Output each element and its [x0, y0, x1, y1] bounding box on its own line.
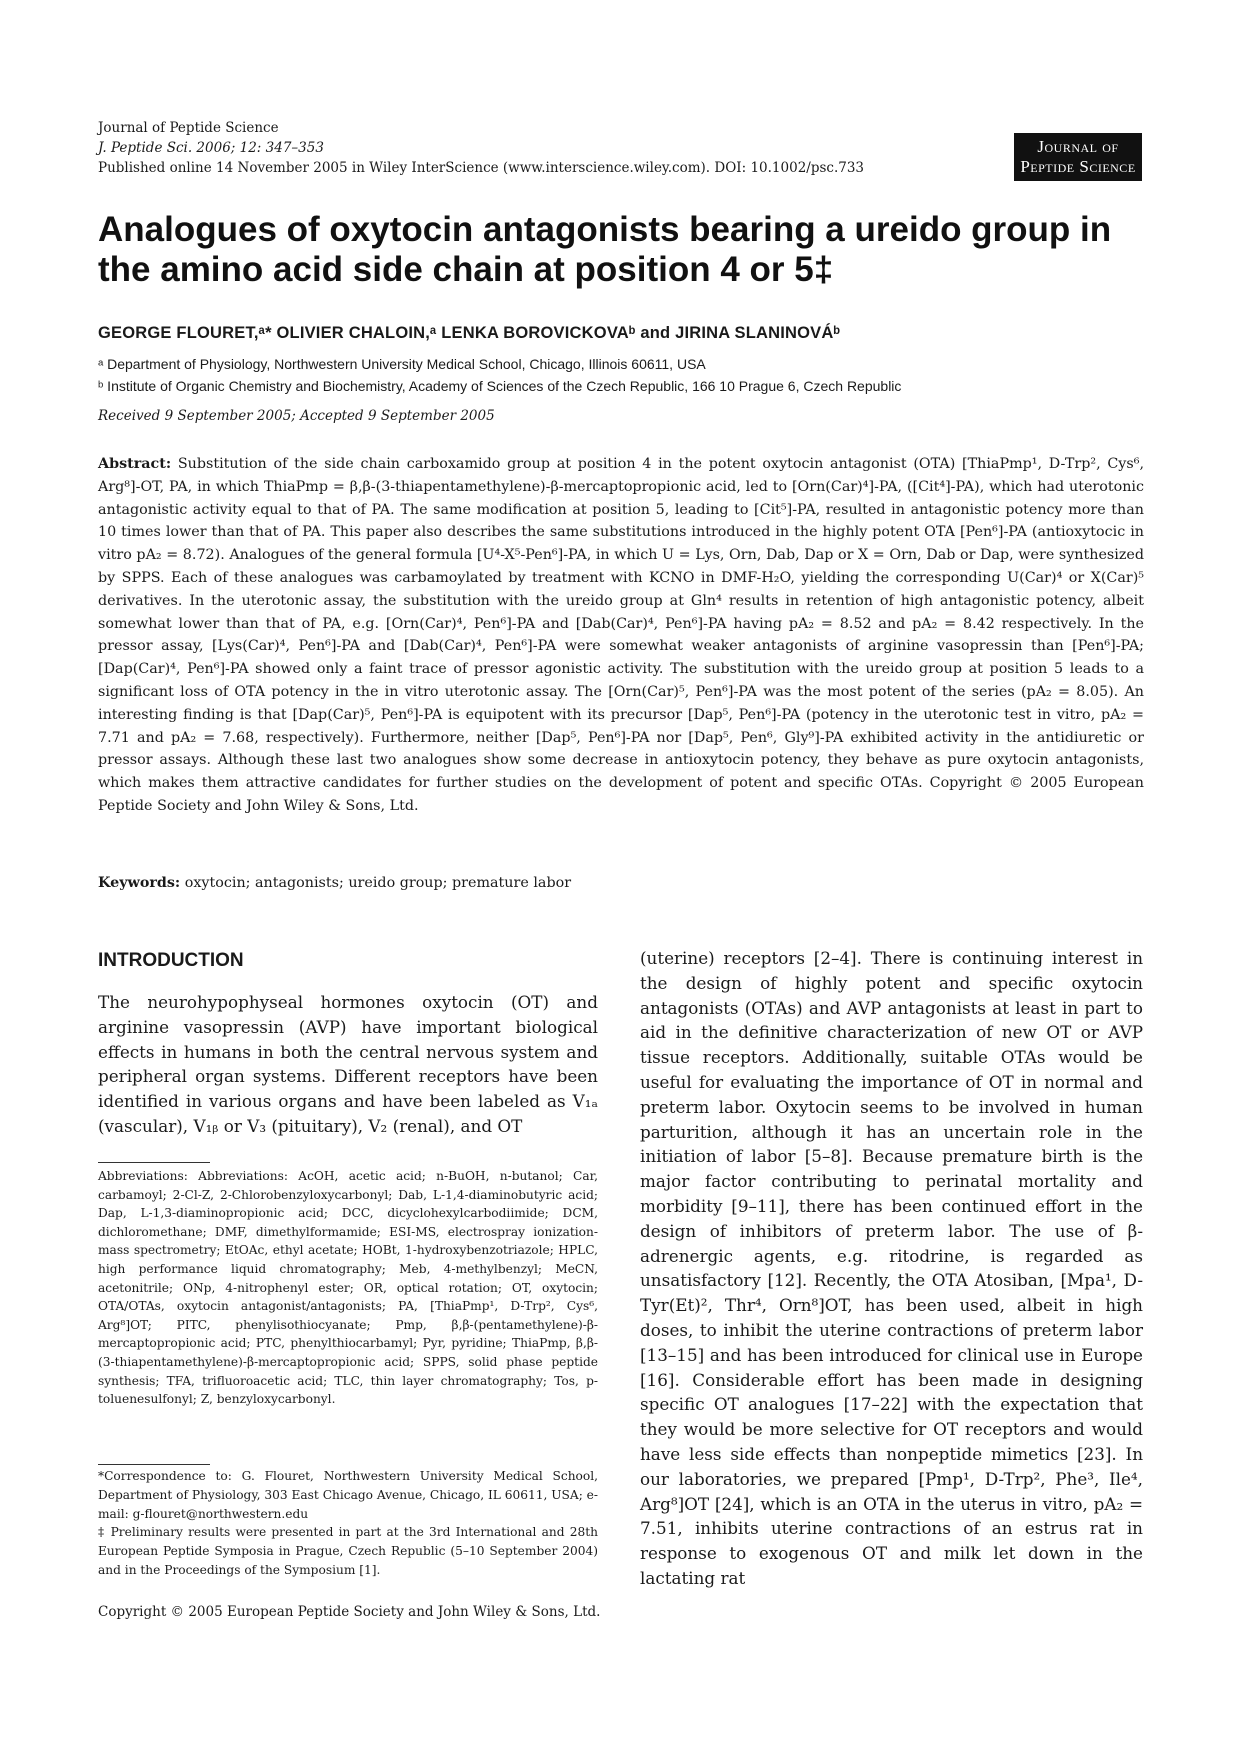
publication-info: Published online 14 November 2005 in Wiley InterScience (www.interscience.wiley.com). DOI: 10.1002/psc.733: [98, 160, 865, 176]
intro-left-column: The neurohypophyseal hormones oxytocin (OT) and arginine vasopressin (AVP) have important biological effects in humans in both the central nervous system and peripheral organ systems. Different receptors have been identified in various organs and have been labeled as V₁ₐ (vascular), V₁ᵦ or V₃ (pituitary), V₂ (renal), and OT: [98, 992, 598, 1136]
logo-line-2: Peptide Science: [1020, 157, 1136, 176]
journal-citation: J. Peptide Sci. 2006; 12: 347–353: [98, 140, 324, 156]
paper-title: Analogues of oxytocin antagonists bearing a ureido group in the amino acid side chain at position 4 or 5‡: [98, 210, 1112, 289]
preliminary-note: ‡ Preliminary results were presented in part at the 3rd International and 28th European Peptide Symposia in Prague, Czech Republic (5–10 September 2004) and in the Proceedings of the Symposium [1].: [98, 1525, 598, 1577]
footnote-divider-2: [98, 1464, 210, 1465]
keywords-label: Keywords:: [98, 875, 181, 891]
journal-header: [98, 118, 864, 178]
intro-right-column: (uterine) receptors [2–4]. There is continuing interest in the design of highly potent and specific oxytocin antagonists (OTAs) and AVP antagonists at least in part to aid in the definitive characterization of new OT or AVP tissue receptors. Additionally, suitable OTAs would be useful for evaluating the importance of OT in normal and preterm labor. Oxytocin seems to be involved in human parturition, although it has an uncertain role in the initiation of labor [5–8]. Because premature birth is the major factor contributing to perinatal mortality and morbidity [9–11], there has been continued effort in the design of inhibitors of preterm labor. The use of β-adrenergic agents, e.g. ritodrine, is regarded as unsatisfactory [12]. Recently, the OTA Atosiban, [Mpa¹, D-Tyr(Et)², Thr⁴, Orn⁸]OT, has been used, albeit in high doses, to inhibit the uterine contractions of preterm labor [13–15] and has been introduced for clinical use in Europe [16]. Considerable effort has been made in designing specific OT analogues [17–22] with the expectation that they would be more selective for OT receptors and would have less side effects than nonpeptide mimetics [23]. In our laboratories, we prepared [Pmp¹, D-Trp², Phe³, Ile⁴, Arg⁸]OT [24], which is an OTA in the uterus in vitro, pA₂ = 7.51, inhibits uterine contractions of an estrus rat in response to exogenous OT and milk let down in the lactating rat: [640, 948, 1143, 1588]
journal-logo: [1014, 133, 1142, 181]
logo-line-1: Journal of: [1037, 137, 1119, 156]
affiliation-b: ᵇ Institute of Organic Chemistry and Biochemistry, Academy of Sciences of the Czech Republic, 166 10 Prague 6, Czech Republic: [98, 378, 902, 394]
correspondence-block: [98, 1467, 598, 1580]
author-list: GEORGE FLOURET,ᵃ* OLIVIER CHALOIN,ᵃ LENKA BOROVICKOVAᵇ and JIRINA SLANINOVÁᵇ: [98, 324, 841, 342]
received-dates: Received 9 September 2005; Accepted 9 September 2005: [98, 408, 495, 424]
keywords: [98, 875, 571, 891]
correspondence-note: *Correspondence to: G. Flouret, Northwestern University Medical School, Department of Physiology, 303 East Chicago Avenue, Chicago, IL 60611, USA; e-mail: g-flouret@northwestern.edu: [98, 1469, 599, 1521]
copyright-footer: Copyright © 2005 European Peptide Society and John Wiley & Sons, Ltd.: [98, 1604, 601, 1620]
keywords-text: oxytocin; antagonists; ureido group; premature labor: [184, 875, 572, 891]
abstract-label: Abstract:: [98, 456, 172, 472]
abbreviations-footnote: Abbreviations: Abbreviations: AcOH, acetic acid; n-BuOH, n-butanol; Car, carbamoyl; 2-Cl-Z, 2-Chlorobenzyloxycarbonyl; Dab, L-1,4-diaminobutyric acid; Dap, L-1,3-diaminopropionic acid; DCC, dicyclohexylcarbodiimide; DCM, dichloromethane; DMF, dimethylformamide; ESI-MS, electrospray ionization-mass spectrometry; EtOAc, ethyl acetate; HOBt, 1-hydroxybenzotriazole; HPLC, high performance liquid chromatography; Meb, 4-methylbenzyl; MeCN, acetonitrile; ONp, 4-nitrophenyl ester; OR, optical rotation; OT, oxytocin; OTA/OTAs, oxytocin antagonist/antagonists; PA, [ThiaPmp¹, D-Trp², Cys⁶, Arg⁸]OT; PITC, phenylisothiocyanate; Pmp, β,β-(pentamethylene)-β-mercaptopropionic acid; PTC, phenylthiocarbamyl; Pyr, pyridine; ThiaPmp, β,β-(3-thiapentamethylene)-β-mercaptopropionic acid; SPPS, solid phase peptide synthesis; TFA, trifluoroacetic acid; TLC, thin layer chromatography; Tos, p-toluenesulfonyl; Z, benzyloxycarbonyl.: [98, 1169, 598, 1407]
section-heading-introduction: INTRODUCTION: [98, 950, 244, 971]
journal-name: Journal of Peptide Science: [98, 120, 279, 136]
footnote-divider: [98, 1162, 210, 1163]
abstract-text: Substitution of the side chain carboxamido group at position 4 in the potent oxytocin antagonist (OTA) [ThiaPmp¹, D-Trp², Cys⁶, Arg⁸]-OT, PA, in which ThiaPmp = β,β-(3-thiapentamethylene)-β-mercaptopropionic acid, led to [Orn(Car)⁴]-PA, ([Cit⁴]-PA), which had uterotonic antagonistic activity equal to that of PA. The same modification at position 5, leading to [Cit⁵]-PA, resulted in antagonistic potency more than 10 times lower than that of PA. This paper also describes the same substitutions introduced in the highly potent OTA [Pen⁶]-PA (antioxytocic in vitro pA₂ = 8.72). Analogues of the general formula [U⁴-X⁵-Pen⁶]-PA, in which U = Lys, Orn, Dab, Dap or X = Orn, Dab or Dap, were synthesized by SPPS. Each of these analogues was carbamoylated by treatment with KCNO in DMF-H₂O, yielding the corresponding U(Car)⁴ or X(Car)⁵ derivatives. In the uterotonic assay, the substitution with the ureido group at Gln⁴ results in retention of high antagonistic potency, albeit somewhat lower than that of PA, e.g. [Orn(Car)⁴, Pen⁶]-PA and [Dab(Car)⁴, Pen⁶]-PA having pA₂ = 8.52 and pA₂ = 8.42 respectively. In the pressor assay, [Lys(Car)⁴, Pen⁶]-PA and [Dab(Car)⁴, Pen⁶]-PA were somewhat weaker antagonists of arginine vasopressin than [Pen⁶]-PA; [Dap(Car)⁴, Pen⁶]-PA showed only a faint trace of pressor agonistic activity. The substitution with the ureido group at position 5 leads to a significant loss of OTA potency in the in vitro uterotonic assay. The [Orn(Car)⁵, Pen⁶]-PA was the most potent of the series (pA₂ = 8.05). An interesting finding is that [Dap(Car)⁵, Pen⁶]-PA is equipotent with its precursor [Dap⁵, Pen⁶]-PA (potency in the uterotonic test in vitro, pA₂ = 7.71 and pA₂ = 7.68, respectively). Furthermore, neither [Dap⁵, Pen⁶]-PA nor [Dap⁵, Pen⁶, Gly⁹]-PA exhibited activity in the antidiuretic or pressor assays. Although these last two analogues show some decrease in antioxytocin potency, they behave as pure oxytocin antagonists, which makes them attractive candidates for further studies on the development of potent and specific OTAs. Copyright © 2005 European Peptide Society and John Wiley & Sons, Ltd.: [98, 456, 1144, 814]
affiliation-a: ᵃ Department of Physiology, Northwestern University Medical School, Chicago, Illinois 60611, USA: [98, 356, 706, 372]
abstract: [98, 453, 1144, 818]
